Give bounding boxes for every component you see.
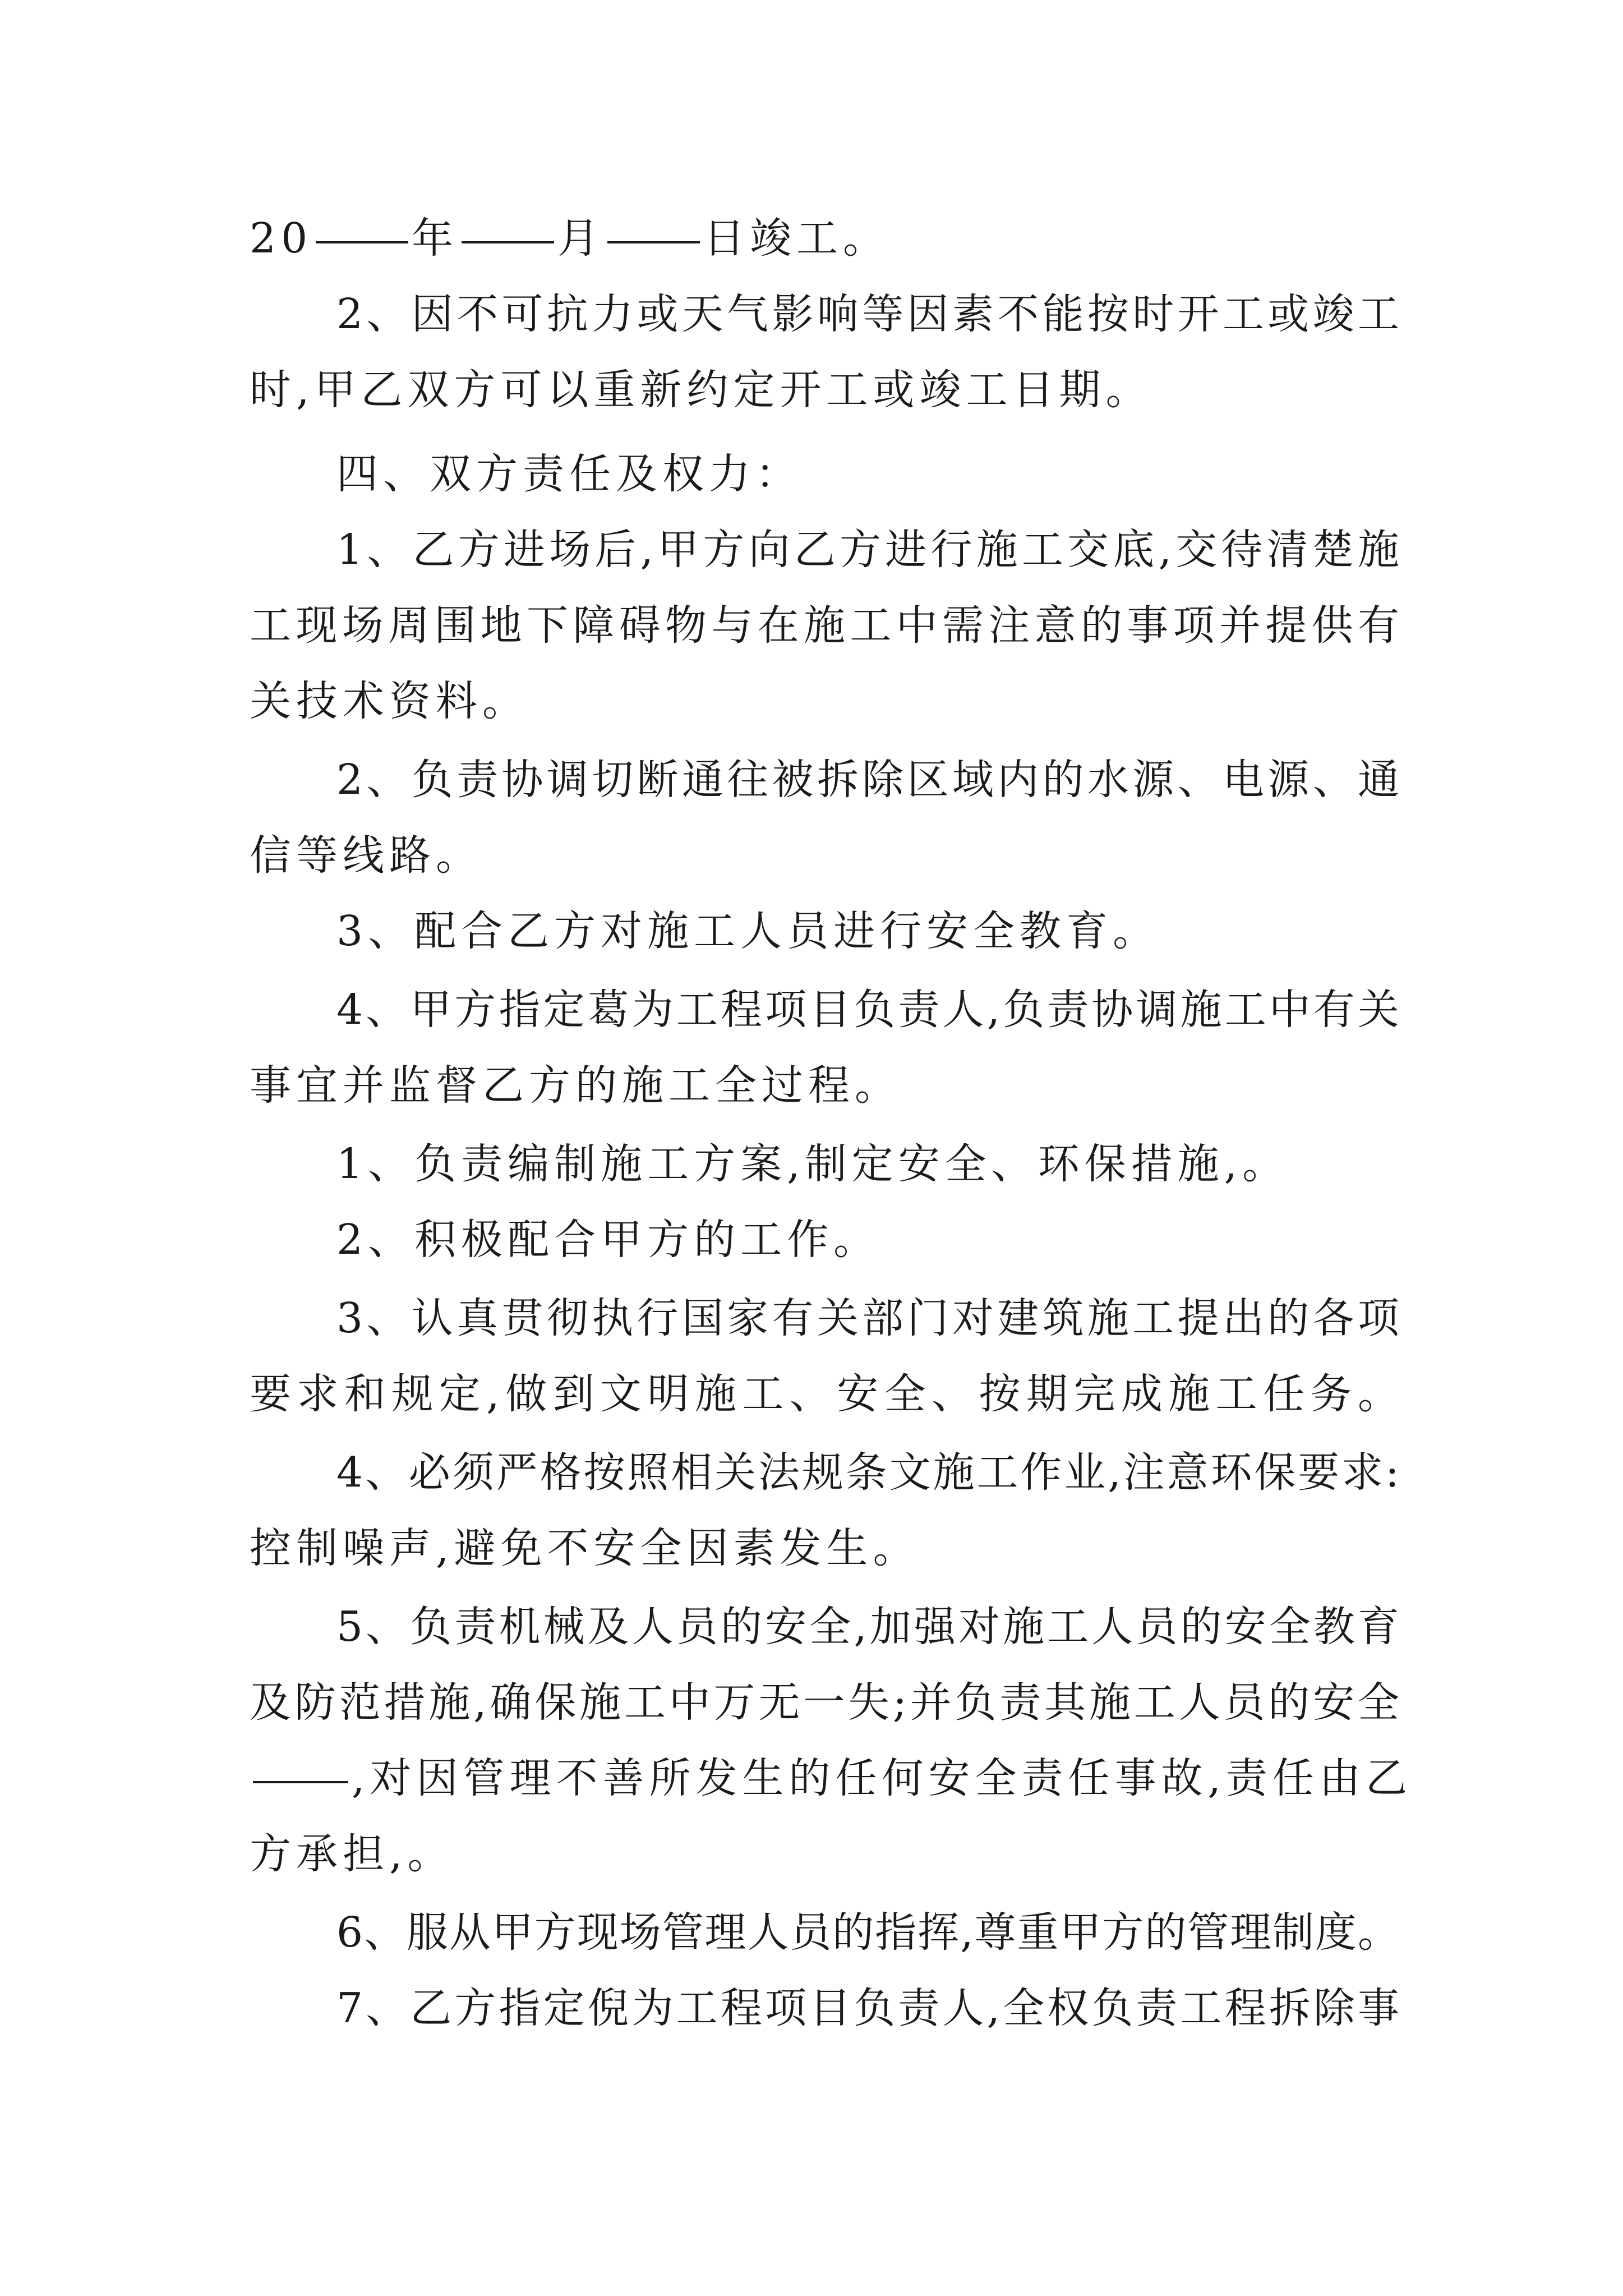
year-prefix: 20	[250, 214, 313, 263]
section-heading: 四、双方责任及权力：	[336, 450, 802, 498]
paragraph-line: 4、甲方指定葛为工程项目负责人,负责协调施工中有关	[336, 986, 1399, 1034]
paragraph-line: 及防范措施,确保施工中万无一失;并负责其施工人员的安全	[250, 1678, 1399, 1727]
month-blank	[462, 241, 554, 243]
year-blank	[316, 241, 408, 243]
paragraph-line: 2、因不可抗力或天气影响等因素不能按时开工或竣工	[336, 290, 1399, 338]
paragraph-line: 工现场周围地下障碍物与在施工中需注意的事项并提供有	[250, 601, 1399, 650]
day-label: 日竣工。	[703, 214, 890, 263]
safety-blank	[253, 1780, 348, 1783]
paragraph-line: 2、积极配合甲方的工作。	[336, 1216, 880, 1264]
paragraph-line: 5、负责机械及人员的安全,加强对施工人员的安全教育	[336, 1603, 1399, 1651]
paragraph-line: 6、服从甲方现场管理人员的指挥,尊重甲方的管理制度。	[336, 1908, 1399, 1957]
paragraph-line-text: ,对因管理不善所发生的任何安全责任事故,责任由乙	[352, 1754, 1413, 1802]
day-blank	[607, 241, 700, 243]
paragraph-line: 信等线路。	[250, 831, 482, 880]
month-label: 月	[557, 214, 605, 263]
paragraph-line: 要求和规定,做到文明施工、安全、按期完成施工任务。	[250, 1370, 1399, 1418]
year-label: 年	[412, 214, 459, 263]
paragraph-line: 事宜并监督乙方的施工全过程。	[250, 1061, 901, 1110]
paragraph-line: 控制噪声,避免不安全因素发生。	[250, 1524, 920, 1572]
paragraph-line: 7、乙方指定倪为工程项目负责人,全权负责工程拆除事	[336, 1984, 1399, 2032]
paragraph-line: 1、乙方进场后,甲方向乙方进行施工交底,交待清楚施	[336, 526, 1399, 574]
paragraph-line: 2、负责协调切断通往被拆除区域内的水源、电源、通	[336, 756, 1399, 804]
paragraph-line: 3、认真贯彻执行国家有关部门对建筑施工提出的各项	[336, 1294, 1399, 1342]
paragraph-line: 关技术资料。	[250, 677, 529, 725]
paragraph-line: 1、负责编制施工方案,制定安全、环保措施,。	[336, 1140, 1289, 1188]
paragraph-line: 4、必须严格按照相关法规条文施工作业,注意环保要求:	[336, 1448, 1399, 1497]
paragraph-line-with-blank	[250, 1745, 1413, 1812]
paragraph-line: 3、配合乙方对施工人员进行安全教育。	[336, 907, 1160, 955]
paragraph-line: 方承担,。	[250, 1830, 454, 1878]
paragraph-line: 时,甲乙双方可以重新约定开工或竣工日期。	[250, 366, 1152, 414]
completion-date-line	[250, 205, 1399, 272]
